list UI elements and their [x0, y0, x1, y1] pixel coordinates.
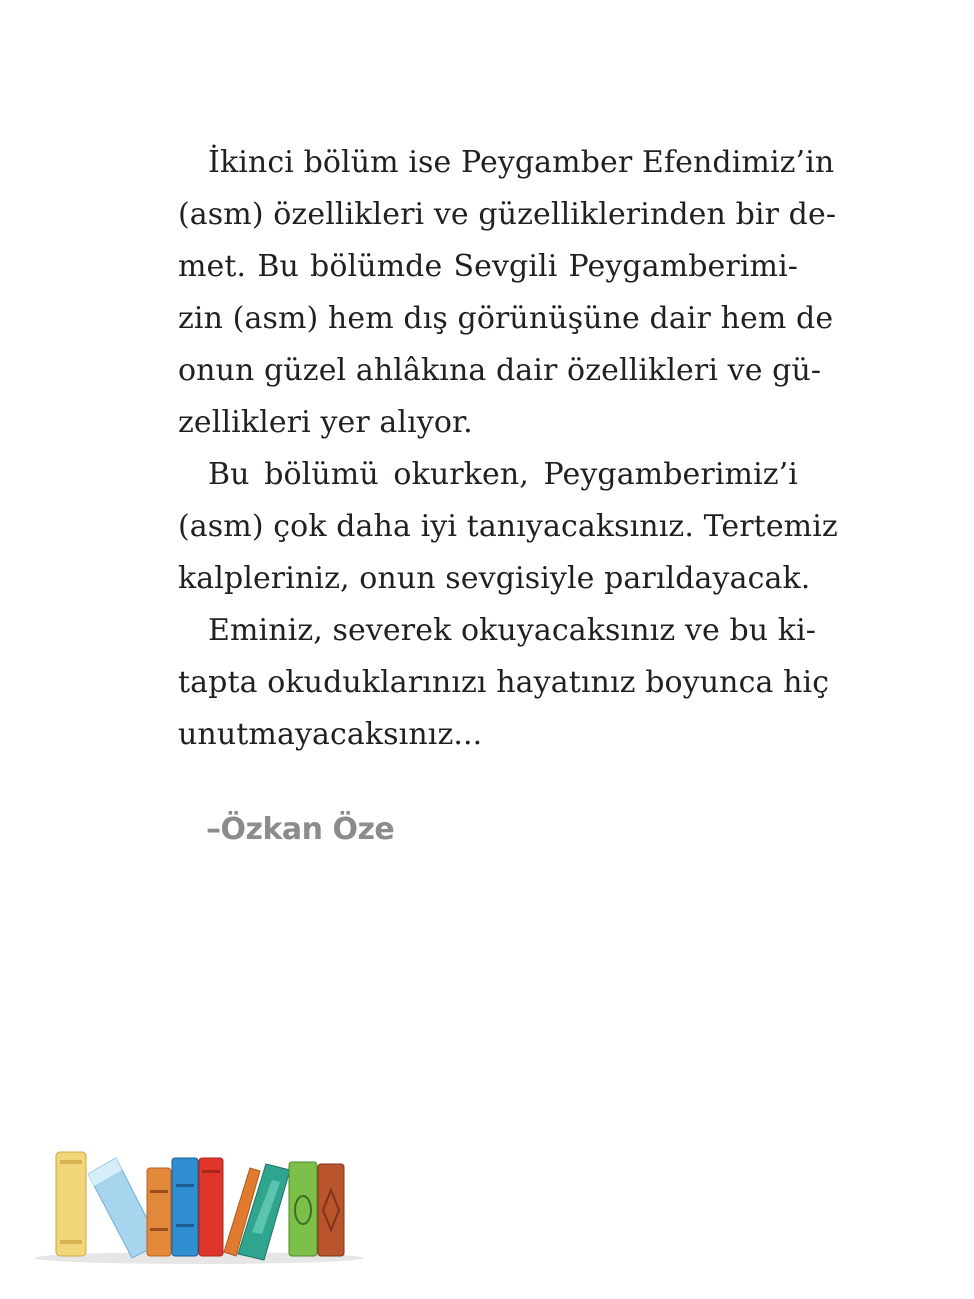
- text-line: zin (asm) hem dış görünüşüne dair hem de: [178, 301, 834, 336]
- book-icon: [56, 1152, 86, 1256]
- text-line: İkinci bölüm ise Peygamber Efendimiz’in: [208, 145, 835, 180]
- text-line: (asm) özellikleri ve güzelliklerinden bir de-: [178, 197, 837, 232]
- paragraph-1: [178, 137, 837, 449]
- body-text: [178, 137, 838, 761]
- book-icon: [172, 1158, 198, 1256]
- author-signature: –Özkan Öze: [206, 812, 395, 847]
- book-icon: [318, 1164, 344, 1256]
- paragraph-2: [178, 449, 838, 605]
- book-icon: [199, 1158, 223, 1256]
- books-illustration-icon: [24, 1140, 364, 1270]
- text-line: kalpleriniz, onun sevgisiyle parıldayacak.: [178, 561, 811, 596]
- paragraph-3: [178, 605, 830, 761]
- text-line: tapta okuduklarınızı hayatınız boyunca hiç: [178, 665, 830, 700]
- book-icon: [289, 1162, 317, 1256]
- text-line: onun güzel ahlâkına dair özellikleri ve gü-: [178, 353, 822, 388]
- text-line: zellikleri yer alıyor.: [178, 405, 473, 440]
- text-line: (asm) çok daha iyi tanıyacaksınız. Tertemiz: [178, 509, 838, 544]
- text-line: met. Bu bölümde Sevgili Peygamberimi-: [178, 249, 798, 284]
- text-line: unutmayacaksınız...: [178, 717, 483, 752]
- text-line: Eminiz, severek okuyacaksınız ve bu ki-: [208, 613, 817, 648]
- text-line: Bu bölümü okurken, Peygamberimiz’i: [208, 457, 798, 492]
- book-icon: [147, 1168, 171, 1256]
